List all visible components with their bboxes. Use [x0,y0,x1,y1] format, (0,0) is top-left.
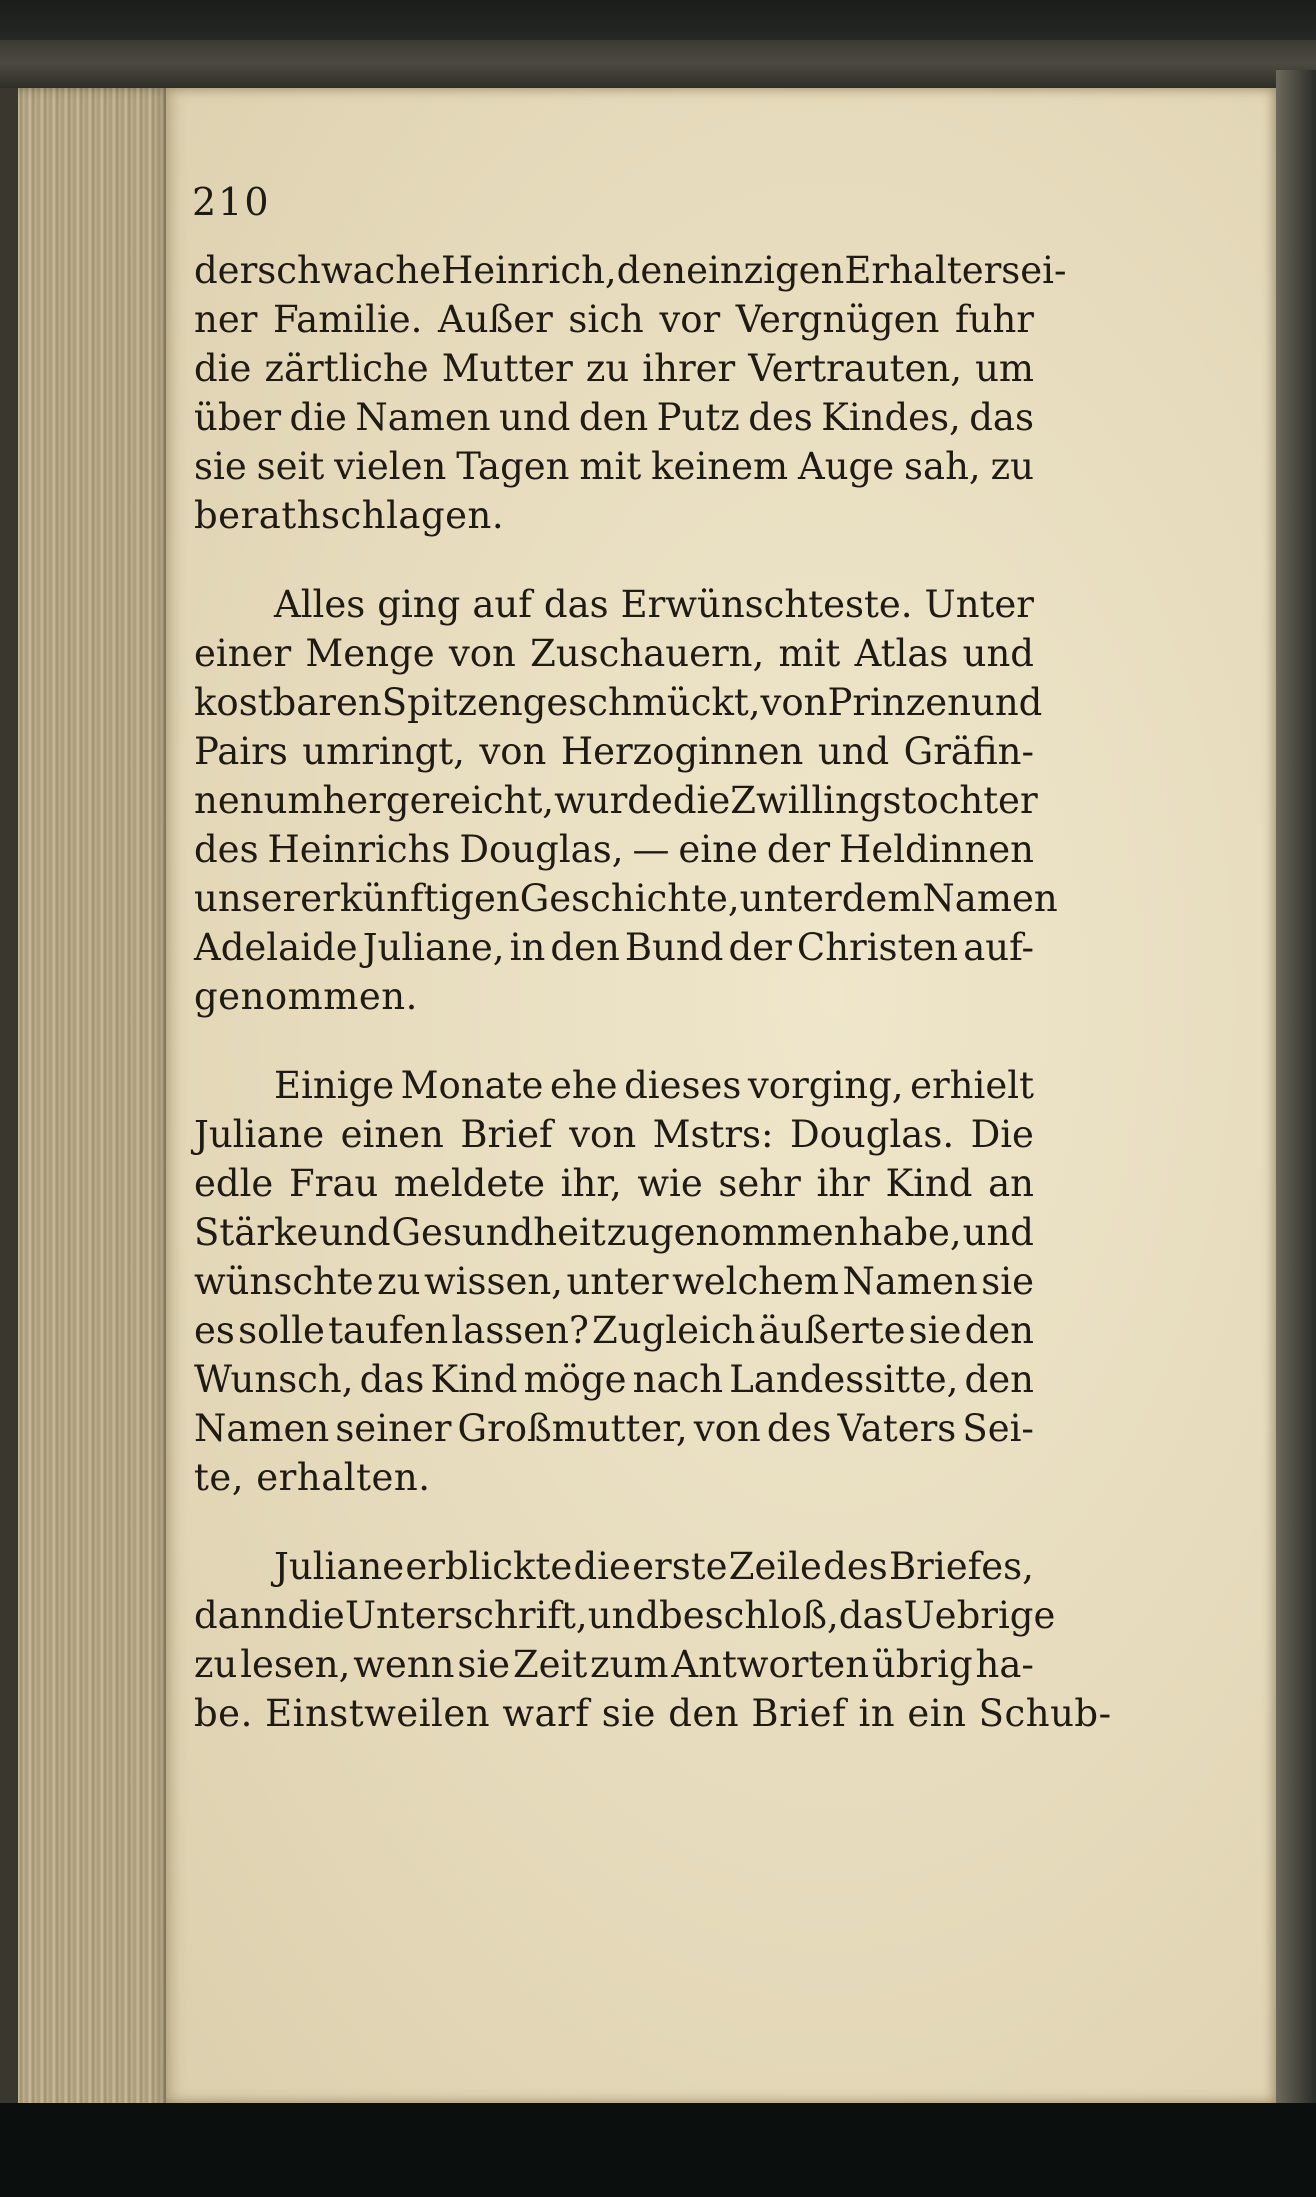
word: Mutter [441,347,573,390]
word: ihrer [642,347,736,390]
word: wissen, [423,1260,563,1303]
word: in [509,926,546,969]
word: Kind [430,1358,518,1401]
word: Putz [656,396,740,439]
word: sie [194,445,247,488]
word: die [289,396,347,439]
word: äußerte [758,1309,906,1352]
word: Erhalter [844,249,1002,292]
word: Vergnügen [735,298,940,341]
word: erste [632,1545,728,1588]
word: Prinzen [827,681,971,724]
word: der [194,249,258,292]
word: Mstrs: [652,1113,774,1156]
word: und [962,1211,1034,1254]
word: von [693,1407,761,1450]
word: einer [194,632,292,675]
word: und [587,1594,660,1637]
word: unter [566,1260,669,1303]
word: Unterschrift, [344,1594,588,1637]
word: dieses [624,1064,742,1107]
book-spine-shadow [0,88,18,2123]
word: — [632,828,670,871]
word: Stärke [194,1211,319,1254]
text-line [194,1061,1034,1110]
word: die [573,1545,631,1588]
word: von [448,632,516,675]
word: sah, [904,445,981,488]
word: Juliane [274,1545,405,1588]
text-line: be. Einstweilen warf sie den Brief in ein Schub- [194,1692,1112,1735]
word: Uebrige [903,1594,1056,1637]
word: Gesundheit [391,1211,606,1254]
word: und [817,730,890,773]
text-line [194,1257,1034,1306]
word: Herzoginnen [560,730,804,773]
word: Alles [274,583,366,626]
word: solle [238,1309,325,1352]
word: sie [457,1643,511,1686]
word: das [359,1358,425,1401]
word: geschmückt, [522,681,761,724]
word: Namen [922,877,1058,920]
word: meldete [393,1162,546,1205]
word: sei- [1001,249,1067,292]
word: umhergereicht, [263,779,555,822]
text-line: berathschlagen. [194,494,505,537]
word: um [975,347,1034,390]
word: Vertrauten, [748,347,962,390]
word: zärtliche [264,347,429,390]
text-line [194,393,1034,442]
text-line [194,629,1034,678]
word: zum [590,1643,669,1686]
word: Heinrich, [441,249,617,292]
word: Zugleich [592,1309,756,1352]
word: Juliane [194,1113,325,1156]
word: ha- [975,1643,1034,1686]
word: künftigen [339,877,520,920]
word: eine [678,828,758,871]
word: Menge [305,632,435,675]
word: und [962,632,1034,675]
word: unter [739,877,842,920]
word: den [578,396,649,439]
word: und [970,681,1043,724]
word: vor [659,298,721,341]
word: Erwünschteste. [620,583,913,626]
word: Atlas [854,632,949,675]
word: Gräfin- [903,730,1034,773]
text-line [194,1404,1034,1453]
word: Spitzen [381,681,523,724]
paragraph [194,1542,1112,1738]
word: Unter [924,583,1034,626]
word: seit [256,445,325,488]
word: möge [523,1358,627,1401]
word: Vaters [837,1407,957,1450]
word: kostbaren [194,681,382,724]
word: das [969,396,1034,439]
word: sie [908,1309,962,1352]
word: vielen [334,445,447,488]
word: ehe [549,1064,618,1107]
word: erhielt [910,1064,1034,1107]
word: Tagen [456,445,570,488]
word: Kindes, [821,396,961,439]
word: Douglas, [459,828,624,871]
word: Douglas. [789,1113,955,1156]
word: ihr, [560,1162,622,1205]
word: des [823,1545,888,1588]
text-line [194,295,1034,344]
text-line [194,776,1038,825]
word: die [672,779,731,822]
word: des [748,396,813,439]
word: zu [194,1643,238,1686]
word: Brief [460,1113,553,1156]
word: unserer [194,877,340,920]
word: wurde [554,779,673,822]
text-line [194,1591,1056,1640]
word: Einige [274,1064,395,1107]
word: erblickte [405,1545,573,1588]
text-line [194,246,1067,295]
word: mit [579,445,642,488]
word: nach [632,1358,724,1401]
background-bottom [0,2103,1316,2197]
word: und [499,396,571,439]
word: Kind [885,1162,973,1205]
text-line [194,344,1034,393]
word: über [194,396,282,439]
word: lassen? [451,1309,589,1352]
page-text [194,170,1112,1738]
word: wie [637,1162,703,1205]
text-line [194,580,1034,629]
paragraph-gap [194,1502,1034,1542]
word: mit [778,632,841,675]
word: lesen, [240,1643,351,1686]
word: vorging, [747,1064,904,1107]
word: keinem [651,445,789,488]
right-page-edge [1276,70,1316,2130]
word: zu [585,347,630,390]
word: welchem [672,1260,839,1303]
word: der [766,828,831,871]
word: Namen [842,1260,978,1303]
text-line: genommen. [194,975,418,1018]
text-line [194,1159,1034,1208]
word: schwache [257,249,441,292]
word: übrig [871,1643,973,1686]
word: des [194,828,259,871]
word: das [543,583,609,626]
word: Zeit [512,1643,588,1686]
word: taufen [328,1309,449,1352]
word: edle [194,1162,274,1205]
word: Antworten [671,1643,870,1686]
word: beschloß, [659,1594,839,1637]
word: Familie. [272,298,423,341]
word: Heinrichs [267,828,451,871]
text-line [194,727,1034,776]
word: wünschte [194,1260,374,1303]
text-line [194,442,1034,491]
word: und [319,1211,391,1254]
word: Außer [437,298,553,341]
word: Pairs [194,730,288,773]
text-line: te, erhalten. [194,1456,431,1499]
word: zu [377,1260,421,1303]
word: ging [377,583,461,626]
word: seiner [335,1407,452,1450]
text-line [194,678,1043,727]
word: Zuschauern, [530,632,765,675]
word: Auge [798,445,895,488]
word: von [479,730,547,773]
word: Adelaide [194,926,358,969]
word: die [287,1594,345,1637]
word: auf [472,583,532,626]
text-line [194,1208,1034,1257]
word: Landessitte, [729,1358,959,1401]
word: es [194,1309,235,1352]
word: das [838,1594,904,1637]
word: den [616,249,687,292]
text-line [194,1306,1034,1355]
text-line [194,923,1034,972]
word: Namen [355,396,491,439]
paragraph-gap [194,1021,1034,1061]
text-line [194,1640,1034,1689]
page-number: 210 [192,180,271,224]
word: Christen [796,926,959,969]
word: Bund [624,926,724,969]
word: Juliane, [362,926,505,969]
word: umringt, [302,730,465,773]
word: des [766,1407,832,1450]
word: einen [340,1113,444,1156]
word: ner [194,298,258,341]
word: zugenommen [606,1211,858,1254]
word: Sei- [962,1407,1034,1450]
word: Namen [194,1407,330,1450]
word: zu [990,445,1034,488]
book-cover-edge [0,40,1316,90]
word: fuhr [954,298,1034,341]
word: Wunsch, [194,1358,354,1401]
text-line [194,825,1034,874]
word: dann [194,1594,288,1637]
word: wenn [353,1643,455,1686]
word: Zwillingstochter [730,779,1038,822]
word: sie [981,1260,1034,1303]
word: Monate [400,1064,544,1107]
paragraph [194,580,1058,1021]
word: den [964,1358,1034,1401]
paragraph [194,246,1067,540]
word: die [194,347,252,390]
word: sehr [718,1162,801,1205]
text-line [194,874,1058,923]
text-line [194,1110,1034,1159]
word: an [988,1162,1034,1205]
word: Großmutter, [457,1407,688,1450]
word: der [728,926,792,969]
word: Heldinnen [839,828,1034,871]
word: nen [194,779,264,822]
page-stack-edge [0,88,170,2123]
word: auf- [963,926,1034,969]
text-line [194,1542,1034,1591]
text-line [194,1355,1034,1404]
word: sich [568,298,644,341]
word: Briefes, [888,1545,1034,1588]
word: dem [841,877,923,920]
word: einzigen [686,249,845,292]
word: von [569,1113,637,1156]
word: ihr [816,1162,870,1205]
word: den [550,926,620,969]
paragraph-gap [194,540,1034,580]
word: Zeile [728,1545,822,1588]
word: Frau [288,1162,379,1205]
word: von [760,681,828,724]
word: Geschichte, [519,877,740,920]
word: den [964,1309,1034,1352]
word: Die [970,1113,1034,1156]
paragraph [194,1061,1034,1502]
word: habe, [858,1211,962,1254]
